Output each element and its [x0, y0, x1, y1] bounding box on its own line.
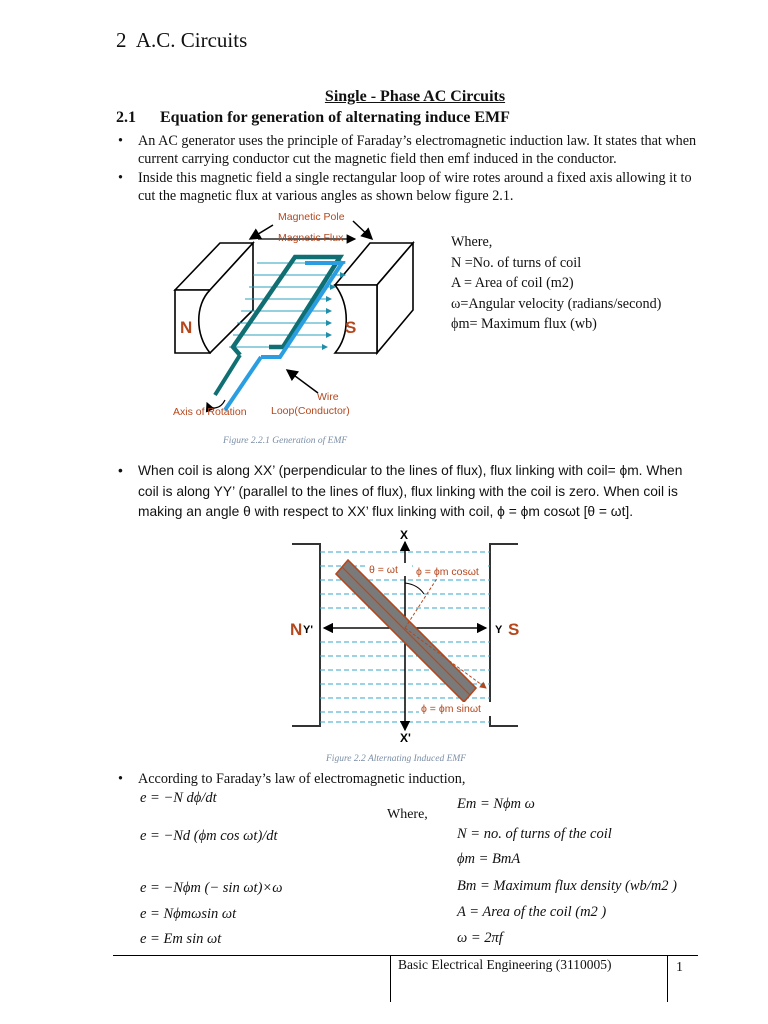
def-n-turns: N = no. of turns of the coil — [457, 826, 612, 842]
label-x-bottom: X' — [400, 731, 411, 744]
bullet-faraday-principle: • An AC generator uses the principle of Faraday’s electromagnetic induction law. It states that when current carrying conductor cut the magnetic field then emf induced in the conductor. — [116, 132, 701, 168]
label-south-pole: S — [345, 318, 357, 337]
bullet-faraday-law: • According to Faraday’s law of electromagnetic induction, — [116, 770, 701, 788]
label-axis-of-rotation: Axis of Rotation — [173, 406, 247, 418]
equation-1: e = −N dϕ/dt — [140, 790, 217, 806]
figure1-caption: Figure 2.2.1 Generation of EMF — [223, 436, 348, 446]
equation-3: e = −Nϕm (− sin ωt)×ω — [140, 880, 283, 896]
figure2-caption: Figure 2.2 Alternating Induced EMF — [326, 754, 467, 764]
intro-bullet-list — [116, 132, 701, 206]
equation-2: e = −Nd (ϕm cos ωt)/dt — [140, 828, 278, 844]
coil-position-bullet-list — [116, 461, 701, 524]
def-area: A = Area of coil (m2) — [451, 275, 574, 291]
label-y-right: Y — [495, 624, 503, 636]
def-turns: N =No. of turns of coil — [451, 254, 582, 271]
def-max-flux: ϕm= Maximum flux (wb) — [451, 316, 597, 332]
section-title: Single - Phase AC Circuits — [324, 88, 506, 105]
subsection-title: Equation for generation of alternating induce EMF — [160, 109, 510, 126]
label-y-left: Y' — [303, 624, 313, 636]
where-definitions — [451, 232, 661, 335]
label-phi-sin: ϕ = ϕm sinωt — [421, 703, 481, 715]
where-label: Where, — [387, 807, 428, 822]
label-magnetic-flux: Magnetic Flux — [278, 232, 344, 244]
footer-course-name: Basic Electrical Engineering (3110005) — [398, 957, 612, 972]
label-magnetic-pole: Magnetic Pole — [278, 211, 345, 223]
label-x-top: X — [400, 528, 409, 542]
label-north: N — [290, 620, 303, 639]
label-south: S — [508, 620, 520, 639]
equation-4: e = Nϕmωsin ωt — [140, 906, 237, 922]
equation-5: e = Em sin ωt — [140, 931, 222, 947]
label-theta: θ = ωt — [369, 564, 398, 576]
label-phi-cos: ϕ = ϕm cosωt — [416, 566, 479, 578]
def-area-coil: A = Area of the coil (m2 ) — [457, 904, 607, 920]
chapter-heading — [116, 28, 247, 53]
chapter-title: A.C. Circuits — [135, 28, 248, 52]
equation-em: Em = Nϕm ω — [457, 796, 535, 812]
page-number: 1 — [676, 960, 683, 975]
coil-angle-figure — [290, 528, 520, 744]
footer-divider-right — [667, 955, 668, 1002]
bullet-rotating-loop: • Inside this magnetic field a single rectangular loop of wire rotes around a fixed axis allowing it to cut the magnetic flux at various angles as shown below figure 2.1. — [116, 169, 701, 205]
chapter-number: 2 — [116, 28, 127, 52]
axis-line — [215, 355, 240, 395]
footer-rule — [113, 955, 698, 956]
label-wire: Wire — [317, 391, 339, 403]
faraday-bullet-list — [116, 770, 701, 789]
subsection-number: 2.1 — [116, 109, 136, 126]
label-north-pole: N — [180, 318, 193, 337]
bullet-coil-position: • When coil is along XX’ (perpendicular to the lines of flux), flux linking with coil= ϕm. When coil is along YY’ (parallel to the lines of flux), flux linking with the coil is zero. When coil is making an angle θ with respect to XX’ flux linking with coil, ϕ = ϕm cosωt [θ = ωt]. — [116, 461, 701, 523]
generator-figure — [165, 205, 445, 430]
def-angular-velocity: ω=Angular velocity (radians/second) — [451, 295, 662, 312]
equation-phim: ϕm = BmA — [457, 851, 521, 867]
where-heading: Where, — [451, 234, 493, 250]
def-bm: Bm = Maximum flux density (wb/m2 ) — [457, 878, 677, 894]
label-loop-conductor: Loop(Conductor) — [271, 405, 350, 417]
footer-divider-left — [390, 955, 391, 1002]
equation-omega: ω = 2πf — [457, 930, 503, 946]
